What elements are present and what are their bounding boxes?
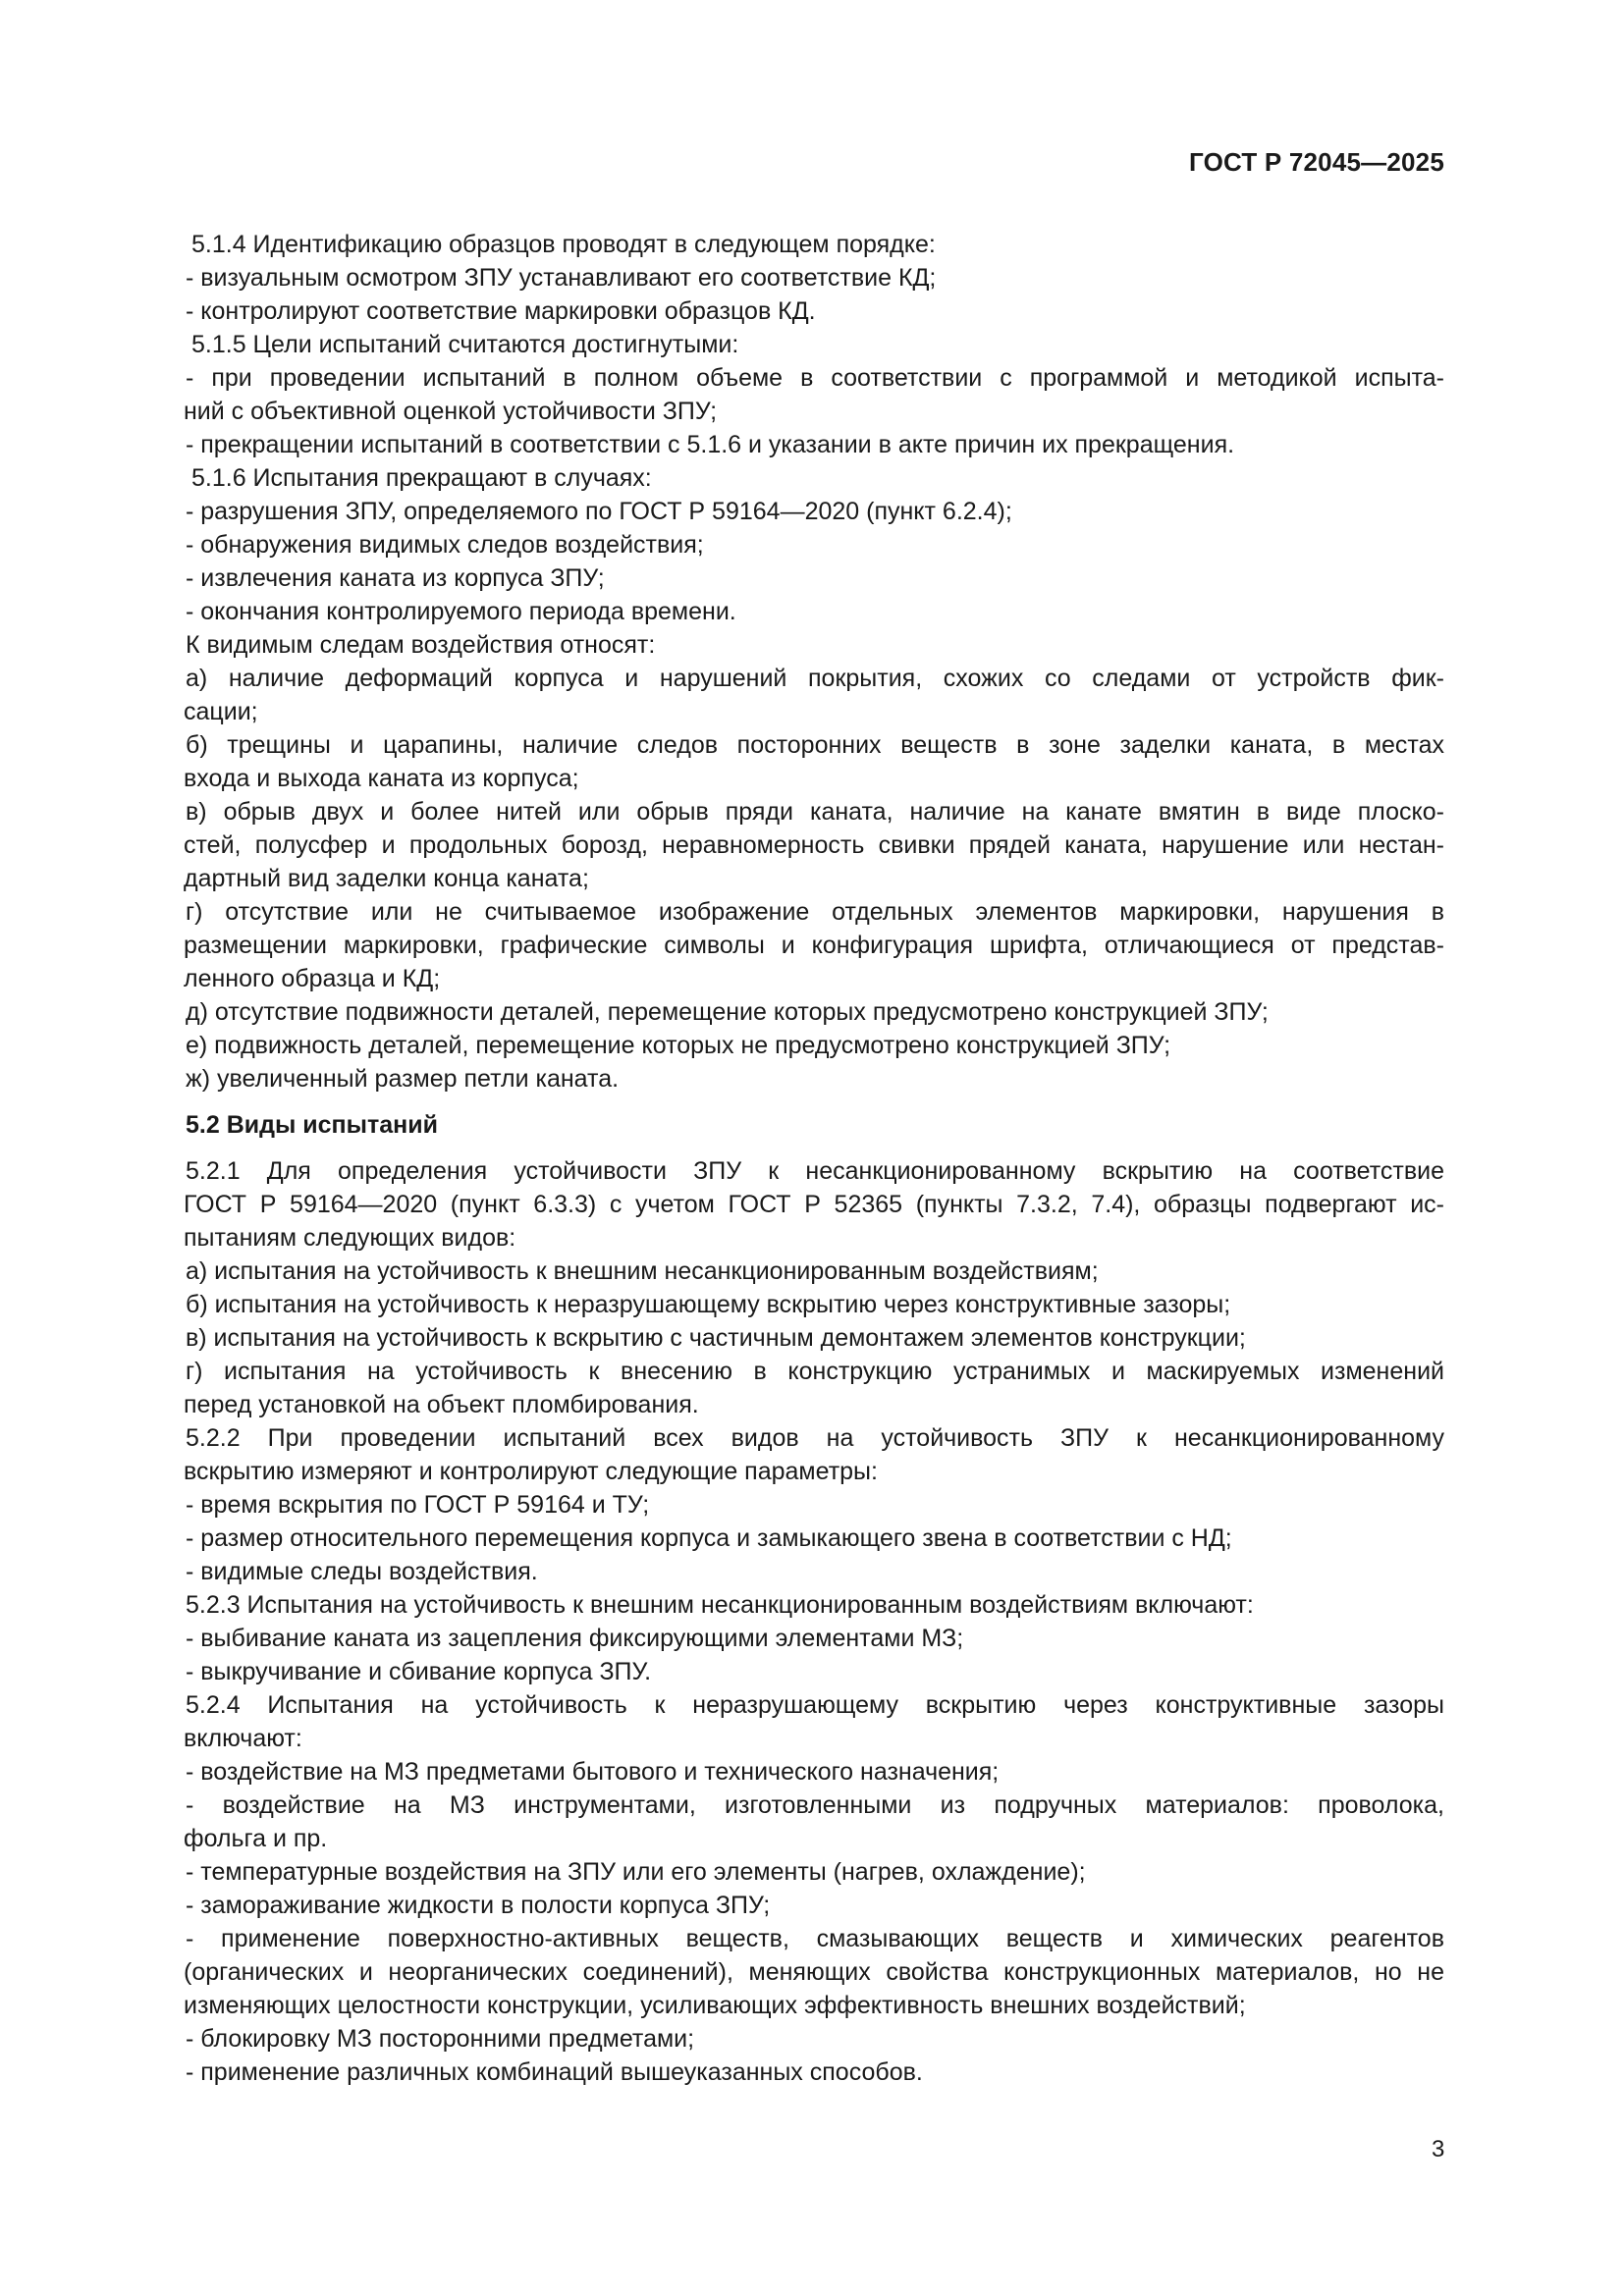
paragraph-spacer <box>180 1142 1444 1154</box>
text-line: ний с объективной оценкой устойчивости ЗПУ; <box>184 398 718 425</box>
text-line: пытаниям следующих видов: <box>184 1224 516 1252</box>
text-line: стей, полусфер и продольных борозд, неравномерность свивки прядей каната, нарушение или нестан- <box>184 831 1444 859</box>
text-line: - обнаружения видимых следов воздействия; <box>186 531 704 559</box>
text-line: б) испытания на устойчивость к неразрушающему вскрытию через конструктивные зазоры; <box>186 1291 1231 1318</box>
text-line: б) трещины и царапины, наличие следов посторонних веществ в зоне заделки каната, в местах <box>186 731 1444 759</box>
text-line: - применение различных комбинаций вышеуказанных способов. <box>186 2058 923 2086</box>
text-line: - извлечения каната из корпуса ЗПУ; <box>186 564 605 592</box>
text-line: 5.2.3 Испытания на устойчивость к внешним несанкционированным воздействиям включают: <box>186 1591 1254 1619</box>
text-line: - выбивание каната из зацепления фиксирующими элементами МЗ; <box>186 1625 964 1652</box>
text-line: - блокировку МЗ посторонними предметами; <box>186 2025 695 2053</box>
text-line: - прекращении испытаний в соответствии с 5.1.6 и указании в акте причин их прекращения. <box>186 431 1235 458</box>
text-line: сации; <box>184 698 258 725</box>
text-line: е) подвижность деталей, перемещение которых не предусмотрено конструкцией ЗПУ; <box>186 1032 1171 1059</box>
section-heading: 5.2 Виды испытаний <box>186 1111 438 1139</box>
text-line: изменяющих целостности конструкции, усиливающих эффективность внешних воздействий; <box>184 1992 1246 2019</box>
text-line: в) обрыв двух и более нитей или обрыв пряди каната, наличие на канате вмятин в виде плоско- <box>186 798 1444 826</box>
text-line: ж) увеличенный размер петли каната. <box>186 1065 620 1093</box>
text-line: - при проведении испытаний в полном объеме в соответствии с программой и методикой испыта- <box>186 364 1444 392</box>
text-line: - время вскрытия по ГОСТ Р 59164 и ТУ; <box>186 1491 650 1519</box>
text-line: ГОСТ Р 59164—2020 (пункт 6.3.3) с учетом ГОСТ Р 52365 (пункты 7.3.2, 7.4), образцы подвергают ис- <box>184 1191 1444 1218</box>
text-line: 5.1.4 Идентификацию образцов проводят в следующем порядке: <box>191 231 936 258</box>
text-line: - окончания контролируемого периода времени. <box>186 598 736 625</box>
text-line: ленного образца и КД; <box>184 965 441 992</box>
text-line: - контролируют соответствие маркировки образцов КД. <box>186 297 816 325</box>
text-line: - применение поверхностно-активных веществ, смазывающих веществ и химических реагентов <box>186 1925 1444 1952</box>
text-line: фольга и пр. <box>184 1825 328 1852</box>
text-line: - воздействие на МЗ инструментами, изготовленными из подручных материалов: проволока, <box>186 1791 1444 1819</box>
text-line: 5.1.6 Испытания прекращают в случаях: <box>191 464 652 492</box>
text-line: в) испытания на устойчивость к вскрытию с частичным демонтажем элементов конструкции; <box>186 1324 1246 1352</box>
text-line: г) испытания на устойчивость к внесению в конструкцию устранимых и маскируемых изменений <box>186 1358 1444 1385</box>
text-line: перед установкой на объект пломбирования. <box>184 1391 699 1418</box>
text-line: а) наличие деформаций корпуса и нарушений покрытия, схожих со следами от устройств фик- <box>186 665 1444 692</box>
text-line: 5.1.5 Цели испытаний считаются достигнутыми: <box>191 331 739 358</box>
paragraph-spacer <box>180 1095 1444 1108</box>
document-header-id: ГОСТ Р 72045—2025 <box>1189 147 1444 177</box>
text-line: - выкручивание и сбивание корпуса ЗПУ. <box>186 1658 652 1685</box>
text-line: размещении маркировки, графические символы и конфигурация шрифта, отличающиеся от представ- <box>184 932 1444 959</box>
text-line: входа и выхода каната из корпуса; <box>184 765 579 792</box>
text-line: - температурные воздействия на ЗПУ или его элементы (нагрев, охлаждение); <box>186 1858 1086 1886</box>
text-line: дартный вид заделки конца каната; <box>184 865 589 892</box>
text-line: вскрытию измеряют и контролируют следующие параметры: <box>184 1458 878 1485</box>
text-line: - видимые следы воздействия. <box>186 1558 538 1585</box>
text-line: (органических и неорганических соединений), меняющих свойства конструкционных материалов, но не <box>184 1958 1444 1986</box>
text-line: - размер относительного перемещения корпуса и замыкающего звена в соответствии с НД; <box>186 1524 1232 1552</box>
text-line: а) испытания на устойчивость к внешним несанкционированным воздействиям; <box>186 1257 1099 1285</box>
text-line: - разрушения ЗПУ, определяемого по ГОСТ Р 59164—2020 (пункт 6.2.4); <box>186 498 1012 525</box>
text-line: - визуальным осмотром ЗПУ устанавливают его соответствие КД; <box>186 264 937 292</box>
text-line: г) отсутствие или не считываемое изображение отдельных элементов маркировки, нарушения в <box>186 898 1444 926</box>
text-line: - замораживание жидкости в полости корпуса ЗПУ; <box>186 1892 771 1919</box>
text-line: - воздействие на МЗ предметами бытового и технического назначения; <box>186 1758 1000 1786</box>
page-number: 3 <box>1432 2136 1445 2163</box>
text-line: 5.2.1 Для определения устойчивости ЗПУ к несанкционированному вскрытию на соответствие <box>186 1157 1444 1185</box>
text-line: д) отсутствие подвижности деталей, перемещение которых предусмотрено конструкцией ЗПУ; <box>186 998 1269 1026</box>
text-line: 5.2.2 При проведении испытаний всех видов на устойчивость ЗПУ к несанкционированному <box>186 1424 1444 1452</box>
document-body <box>180 228 1444 2089</box>
text-line: К видимым следам воздействия относят: <box>186 631 656 659</box>
text-line: включают: <box>184 1725 302 1752</box>
text-line: 5.2.4 Испытания на устойчивость к неразрушающему вскрытию через конструктивные зазоры <box>186 1691 1444 1719</box>
